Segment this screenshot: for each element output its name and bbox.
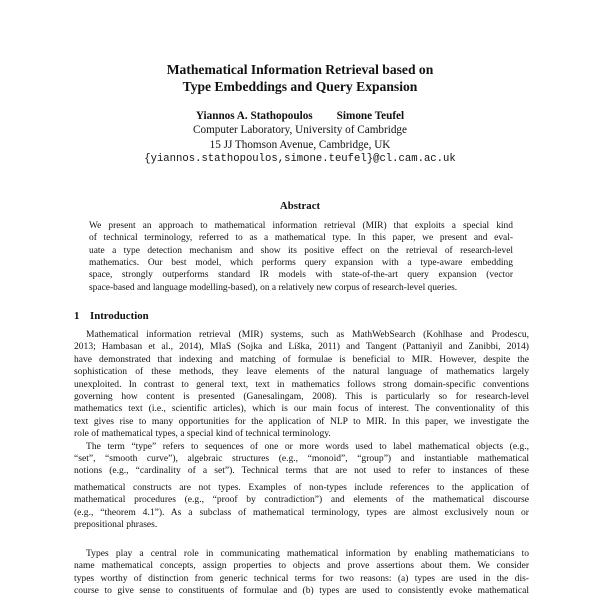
intro-paragraph-1 [74, 329, 529, 478]
body-line: name mathematical concepts, assign properties to objects and prove assertions about them. We consider [74, 560, 529, 572]
body-line: unexploited. In contrast to general text, text in mathematics follows strong domain-specific conventions [74, 378, 529, 390]
paper-title [0, 61, 600, 95]
body-line: types worthy of distinction from generic technical terms for two reasons: (a) types are used in the dis- [74, 572, 529, 584]
intro-paragraph-3 [74, 548, 529, 598]
body-line: governing how content is presented (Ganesalingam, 2008). This is particularly so for research-level [74, 391, 529, 403]
abstract-line: space, strongly outperforms standard IR models with state-of-the-art query expansion (vector [89, 270, 513, 281]
body-line: The term “type” refers to sequences of one or more words used to label mathematical objects (e.g., [86, 440, 529, 452]
body-line: Mathematical information retrieval (MIR) systems, such as MathWebSearch (Kohlhase and Prodescu, [86, 329, 529, 340]
body-line: course to give sense to constituents of formulae and (b) types are used to consistently evoke mathematical [74, 585, 529, 597]
body-line: sophistication of these methods, they leave elements of the natural language of mathematics largely [74, 366, 529, 378]
body-line: mathematical procedures (e.g., “proof by contradiction”) and elements of the mathematical discourse [74, 494, 529, 506]
affiliation-line: 15 JJ Thomson Avenue, Cambridge, UK [209, 138, 391, 151]
body-line: mathematics text (i.e., scientific articles), which is our main focus of interest. The conventionality of this [74, 403, 529, 415]
abstract-line: We present an approach to mathematical information retrieval (MIR) that exploits a special kind [89, 221, 513, 231]
abstract-line: of technical terminology, referred to as a mathematical type. In this paper, we present and eval- [89, 233, 513, 244]
abstract-line: uate a type detection mechanism and show its positive effect on the retrieval of research-level [89, 245, 513, 256]
section-number: 1 [74, 310, 80, 322]
affiliation-line: Computer Laboratory, University of Cambridge [193, 124, 407, 136]
abstract-heading: Abstract [279, 200, 321, 212]
body-line: text gives rise to many opportunities for the application of NLP to MIR. In this paper, we investigate the [74, 415, 529, 427]
body-line: notions (e.g., “cardinality of a set”). Technical terms that are not used to refer to instances of these [74, 465, 529, 477]
body-line: role of mathematical types, a special kind of technical terminology. [74, 428, 331, 440]
section-heading [74, 309, 149, 323]
body-line: “set”, “smooth curve”), algebraic structures (e.g., “monoid”, “group”) and instantiable mathematical [74, 453, 529, 465]
body-line: (e.g., “theorem 4.1”). As a subclass of mathematical terminology, types are almost exclusively noun or [74, 506, 529, 518]
intro-paragraph-2 [74, 482, 529, 532]
section-title: Introduction [90, 310, 149, 322]
abstract-line: space-based and language modelling-based), on a relatively new corpus of research-level queries. [89, 282, 458, 293]
abstract-body [89, 220, 513, 294]
title-line: Type Embeddings and Query Expansion [182, 79, 418, 94]
abstract-line: mathematics. Our best model, which performs query expansion with a type-aware embedding [89, 258, 513, 269]
author-name: Yiannos A. Stathopoulos [195, 110, 313, 122]
body-line: mathematical constructs are not types. Examples of non-types include references to the application of [74, 482, 529, 493]
title-line: Mathematical Information Retrieval based on [166, 62, 434, 77]
body-line: 2013; Hambasan et al., 2014), MIaS (Sojka and Líška, 2011) and Tangent (Pattaniyil and Zanibbi, 2014) [74, 341, 529, 353]
author-name: Simone Teufel [336, 110, 405, 122]
body-line: Types play a central role in communicating mathematical information by enabling mathematicians to [86, 548, 529, 559]
author-list [0, 109, 600, 123]
affiliation-block [0, 123, 600, 167]
author-email: {yiannos.stathopoulos,simone.teufel}@cl.cam.ac.uk [144, 153, 456, 165]
body-line: prepositional phrases. [74, 519, 158, 531]
body-line: have demonstrated that indexing and matching of formulae is beneficial to MIR. However, despite the [74, 353, 529, 365]
